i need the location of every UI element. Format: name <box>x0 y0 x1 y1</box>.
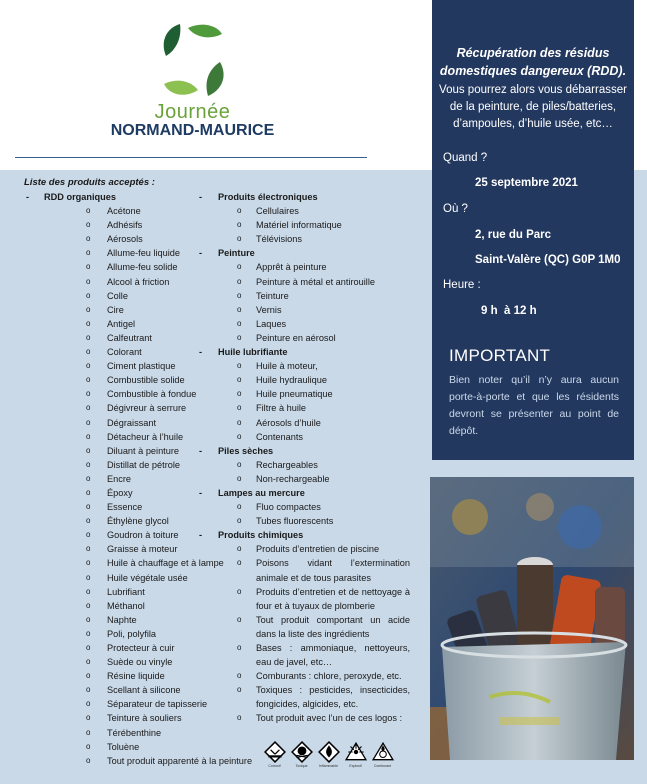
hours-label: Heure : <box>443 279 481 291</box>
logo-subtitle: NORMAND-MAURICE <box>110 122 275 139</box>
list-item: o Tout produit comportant un acide dans la liste des ingrédients <box>199 613 410 641</box>
list-item: o Rechargeables <box>199 458 410 472</box>
list-item: o Térébenthine <box>26 726 252 740</box>
skull-icon <box>291 741 313 763</box>
list-item: o Télévisions <box>199 232 410 246</box>
list-item: o Huile à chauffage et à lampe <box>26 556 252 570</box>
list-item: o Combustible solide <box>26 373 252 387</box>
list-title: Liste des produits acceptés : <box>24 177 155 188</box>
list-item: o Colorant <box>26 345 252 359</box>
list-item: o Tout produit apparenté à la peinture <box>26 754 252 768</box>
list-item: o Époxy <box>26 486 252 500</box>
hazard-logo <box>370 741 395 779</box>
list-item: o Teinture <box>199 289 410 303</box>
list-item: o Teinture à souliers <box>26 711 252 725</box>
logo-divider <box>15 157 367 158</box>
hazard-logo <box>316 741 341 779</box>
list-item: o Protecteur à cuir <box>26 641 252 655</box>
list-item: o Filtre à huile <box>199 401 410 415</box>
list-item: o Produits d’entretien et de nettoyage à four et à tuyaux de plomberie <box>199 585 410 613</box>
list-item: o Apprêt à peinture <box>199 260 410 274</box>
hazard-caption: Inflammable <box>318 764 339 768</box>
list-item: o Scellant à silicone <box>26 683 252 697</box>
list-item: o Huile végétale usée <box>26 571 252 585</box>
list-item: o Détacheur à l’huile <box>26 430 252 444</box>
hazard-logos <box>262 741 398 779</box>
list-item: o Allume-feu liquide <box>26 246 252 260</box>
leaves-logo-icon <box>158 22 228 100</box>
list-item: o Matériel informatique <box>199 218 410 232</box>
list-item: o Acétone <box>26 204 252 218</box>
category-heading: - Produits chimiques <box>199 528 410 542</box>
info-panel <box>432 0 634 460</box>
list-item: o Essence <box>26 500 252 514</box>
corrosive-icon <box>264 741 286 763</box>
list-item: o Cire <box>26 303 252 317</box>
list-item: o Combustible à fondue <box>26 387 252 401</box>
hazard-caption: Comburant <box>373 764 392 768</box>
list-item: o Colle <box>26 289 252 303</box>
panel-description: Vous pourrez alors vous débarrasser de la peinture, de piles/batteries, d’ampoules, d’huile usée, etc… <box>439 84 627 130</box>
list-item: o Ciment plastique <box>26 359 252 373</box>
list-item: o Résine liquide <box>26 669 252 683</box>
list-item: o Toxiques : pesticides, insecticides, fongicides, algicides, etc. <box>199 683 410 711</box>
list-item: o Goudron à toiture <box>26 528 252 542</box>
category-heading: - Peinture <box>199 246 410 260</box>
list-item: o Produits d’entretien de piscine <box>199 542 410 556</box>
hazard-logo <box>343 741 368 779</box>
when-label: Quand ? <box>443 152 488 164</box>
list-item: o Peinture à métal et antirouille <box>199 275 410 289</box>
paint-cans-photo <box>430 477 634 760</box>
event-date: 25 septembre 2021 <box>475 177 578 189</box>
hazard-caption: Explosif <box>349 764 362 768</box>
list-item: o Huile pneumatique <box>199 387 410 401</box>
list-item: o Éthylène glycol <box>26 514 252 528</box>
list-item: o Vernis <box>199 303 410 317</box>
list-item: o Huile hydraulique <box>199 373 410 387</box>
list-item: o Diluant à peinture <box>26 444 252 458</box>
list-item: o Naphte <box>26 613 252 627</box>
list-item: o Huile à moteur, <box>199 359 410 373</box>
list-item: o Poisons vidant l’extermination animale et de tous parasites <box>199 556 410 584</box>
list-item: o Dégraissant <box>26 416 252 430</box>
list-item: o Allume-feu solide <box>26 260 252 274</box>
list-item: o Adhésifs <box>26 218 252 232</box>
list-item: o Fluo compactes <box>199 500 410 514</box>
logo-title: Journée <box>154 101 231 123</box>
address-line2: Saint-Valère (QC) G0P 1M0 <box>475 254 621 266</box>
list-item: o Graisse à moteur <box>26 542 252 556</box>
list-item: o Calfeutrant <box>26 331 252 345</box>
list-item: o Antigel <box>26 317 252 331</box>
category-heading: - Lampes au mercure <box>199 486 410 500</box>
list-item: o Comburants : chlore, peroxyde, etc. <box>199 669 410 683</box>
category-heading: - RDD organiques <box>26 190 252 204</box>
oxidizer-icon <box>372 741 394 763</box>
list-item: o Tubes fluorescents <box>199 514 410 528</box>
hazard-logo <box>262 741 287 779</box>
category-heading: - Piles sèches <box>199 444 410 458</box>
list-item: o Laques <box>199 317 410 331</box>
list-item: o Séparateur de tapisserie <box>26 697 252 711</box>
list-item: o Lubrifiant <box>26 585 252 599</box>
list-item: o Alcool à friction <box>26 275 252 289</box>
journee-logo <box>95 22 290 147</box>
category-heading: - Huile lubrifiante <box>199 345 410 359</box>
list-item: o Encre <box>26 472 252 486</box>
event-hours: 9 h à 12 h <box>481 305 537 317</box>
list-item: o Peinture en aérosol <box>199 331 410 345</box>
list-item: o Suède ou vinyle <box>26 655 252 669</box>
list-item: o Poli, polyfila <box>26 627 252 641</box>
list-item: o Aérosols <box>26 232 252 246</box>
hazard-caption: Corrosif <box>268 764 281 768</box>
panel-title: Récupération des résidus domestiques dangereux (RDD). <box>439 46 627 78</box>
other-categories-column <box>199 190 410 726</box>
hazard-caption: Toxique <box>295 764 308 768</box>
list-item: o Toluène <box>26 740 252 754</box>
list-item: o Bases : ammoniaque, nettoyeurs, eau de javel, etc… <box>199 641 410 669</box>
address-line1: 2, rue du Parc <box>475 229 552 241</box>
important-title: IMPORTANT <box>449 346 551 365</box>
list-item: o Méthanol <box>26 599 252 613</box>
list-item: o Dégivreur à serrure <box>26 401 252 415</box>
important-text: Bien noter qu’il n’y aura aucun porte-à-porte et que les résidents devront se présenter au point de dépôt. <box>449 374 619 437</box>
category-heading: - Produits électroniques <box>199 190 410 204</box>
where-label: Où ? <box>443 203 468 215</box>
list-item: o Cellulaires <box>199 204 410 218</box>
list-item: o Tout produit avec l’un de ces logos : <box>199 711 410 725</box>
list-item: o Non-rechargeable <box>199 472 410 486</box>
flame-icon <box>318 741 340 763</box>
list-item: o Distillat de pétrole <box>26 458 252 472</box>
list-item: o Aérosols d’huile <box>199 416 410 430</box>
hazard-logo <box>289 741 314 779</box>
list-item: o Contenants <box>199 430 410 444</box>
explosive-icon <box>345 741 367 763</box>
